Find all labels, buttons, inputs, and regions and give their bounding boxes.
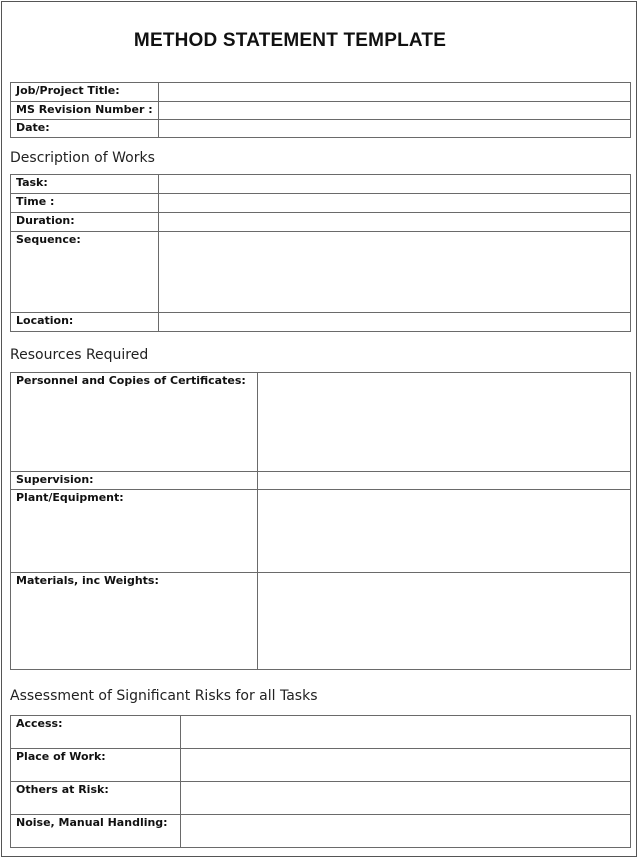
access-field[interactable] — [180, 715, 631, 749]
others-at-risk-field[interactable] — [180, 781, 631, 815]
ms-revision-number-label: MS Revision Number : — [10, 101, 159, 120]
noise-manual-handling-label: Noise, Manual Handling: — [10, 814, 181, 848]
materials-weights-field[interactable] — [257, 572, 631, 670]
date-field[interactable] — [158, 119, 631, 138]
ms-revision-number-field[interactable] — [158, 101, 631, 120]
task-label: Task: — [10, 174, 159, 194]
place-of-work-label: Place of Work: — [10, 748, 181, 782]
duration-field[interactable] — [158, 212, 631, 232]
others-at-risk-label: Others at Risk: — [10, 781, 181, 815]
time-label: Time : — [10, 193, 159, 213]
resources-heading: Resources Required — [10, 347, 149, 363]
personnel-certificates-field[interactable] — [257, 372, 631, 472]
job-project-title-field[interactable] — [158, 82, 631, 102]
task-field[interactable] — [158, 174, 631, 194]
time-field[interactable] — [158, 193, 631, 213]
description-heading: Description of Works — [10, 150, 155, 166]
materials-weights-label: Materials, inc Weights: — [10, 572, 258, 670]
date-label: Date: — [10, 119, 159, 138]
plant-equipment-field[interactable] — [257, 489, 631, 573]
access-label: Access: — [10, 715, 181, 749]
supervision-field[interactable] — [257, 471, 631, 490]
page-title: METHOD STATEMENT TEMPLATE — [133, 30, 447, 51]
noise-manual-handling-field[interactable] — [180, 814, 631, 848]
location-field[interactable] — [158, 312, 631, 332]
personnel-certificates-label: Personnel and Copies of Certificates: — [10, 372, 258, 472]
place-of-work-field[interactable] — [180, 748, 631, 782]
job-project-title-label: Job/Project Title: — [10, 82, 159, 102]
plant-equipment-label: Plant/Equipment: — [10, 489, 258, 573]
sequence-field[interactable] — [158, 231, 631, 313]
supervision-label: Supervision: — [10, 471, 258, 490]
risks-heading: Assessment of Significant Risks for all Tasks — [10, 688, 318, 704]
location-label: Location: — [10, 312, 159, 332]
duration-label: Duration: — [10, 212, 159, 232]
sequence-label: Sequence: — [10, 231, 159, 313]
